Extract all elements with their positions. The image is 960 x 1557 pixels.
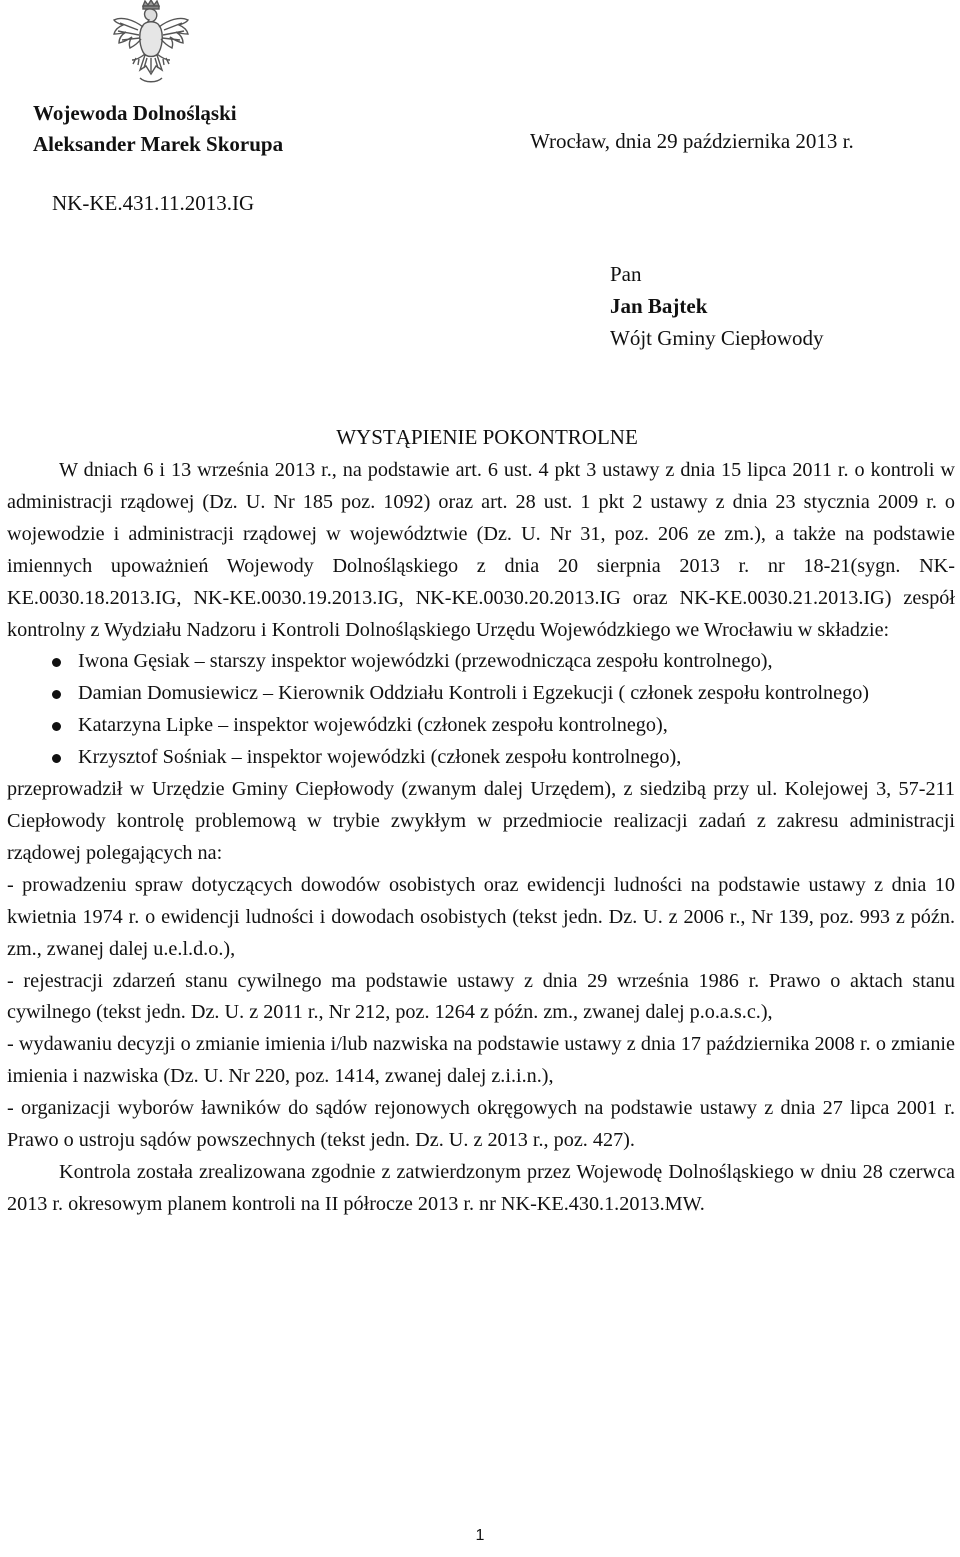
- recipient-position: Wójt Gminy Ciepłowody: [610, 326, 824, 350]
- bullet-icon: [52, 754, 61, 763]
- polish-eagle-emblem-icon: [112, 0, 190, 88]
- list-item: [7, 742, 955, 774]
- recipient-name: Jan Bajtek: [610, 294, 708, 318]
- inspection-scope-paragraph: przeprowadził w Urzędzie Gminy Ciepłowody (zwanym dalej Urzędem), z siedzibą przy ul. Kolejowej 3, 57-211 Ciepłowody kontrolę problemową w trybie zwykłym w przedmiocie realizacji zadań z zakresu administracji rządowej polegających na:: [7, 778, 955, 864]
- bullet-icon: [52, 690, 61, 699]
- intro-paragraph: W dniach 6 i 13 września 2013 r., na podstawie art. 6 ust. 4 pkt 3 ustawy z dnia 15 lipca 2011 r. o kontroli w administracji rządowej (Dz. U. Nr 185 poz. 1092) oraz art. 28 ust. 1 pkt 2 ustawy z dnia 23 stycznia 2009 r. o wojewodzie i administracji rządowej w województwie (Dz. U. Nr 31, poz. 206 ze zm.), a także na podstawie imiennych upoważnień Wojewody Dolnośląskiego z dnia 20 sierpnia 2013 r. nr 18-21(sygn. NK-KE.0030.18.2013.IG, NK-KE.0030.19.2013.IG, NK-KE.0030.20.2013.IG oraz NK-KE.0030.21.2013.IG) zespół kontrolny z Wydziału Nadzoru i Kontroli Dolnośląskiego Urzędu Wojewódzkiego we Wrocławiu w składzie:: [7, 459, 955, 641]
- scope-item: - prowadzeniu spraw dotyczących dowodów osobistych oraz ewidencji ludności na podstawie ustawy z dnia 10 kwietnia 1974 r. o ewidencji ludności i dowodach osobistych (tekst jedn. Dz. U. z 2006 r., Nr 139, poz. 993 z późn. zm., zwanej dalej u.e.l.d.o.),: [7, 873, 955, 960]
- page-number: 1: [475, 1527, 485, 1544]
- list-item: [7, 710, 955, 742]
- closing-paragraph: Kontrola została zrealizowana zgodnie z zatwierdzonym przez Wojewodę Dolnośląskiego w dniu 28 czerwca 2013 r. okresowym planem kontroli na II półrocze 2013 r. nr NK-KE.430.1.2013.MW.: [7, 1160, 955, 1215]
- place-and-date: Wrocław, dnia 29 października 2013 r.: [530, 129, 854, 153]
- member-text: Damian Domusiewicz – Kierownik Oddziału Kontroli i Egzekucji ( członek zespołu kontrolnego): [78, 682, 870, 705]
- scope-item: - wydawaniu decyzji o zmianie imienia i/lub nazwiska na podstawie ustawy z dnia 17 października 2008 r. o zmianie imienia i nazwiska (Dz. U. Nr 220, poz. 1414, zwanej dalej z.i.i.n.),: [7, 1033, 955, 1088]
- document-title: WYSTĄPIENIE POKONTROLNE: [336, 425, 638, 449]
- bullet-icon: [52, 658, 61, 667]
- reference-number: NK-KE.431.11.2013.IG: [52, 191, 255, 215]
- recipient-salutation: Pan: [610, 262, 642, 286]
- sender-title: Wojewoda Dolnośląski: [33, 101, 237, 125]
- list-item: [7, 678, 955, 710]
- list-item: [7, 646, 955, 678]
- sender-name: Aleksander Marek Skorupa: [33, 132, 284, 156]
- member-text: Iwona Gęsiak – starszy inspektor wojewódzki (przewodnicząca zespołu kontrolnego),: [78, 650, 773, 673]
- recipient-block: [610, 258, 824, 354]
- scope-item: - organizacji wyborów ławników do sądów rejonowych okręgowych na podstawie ustawy z dnia 27 lipca 2001 r. Prawo o ustroju sądów powszechnych (tekst jedn. Dz. U. z 2013 r., poz. 427).: [7, 1097, 955, 1152]
- member-text: Krzysztof Sośniak – inspektor wojewódzki (członek zespołu kontrolnego),: [78, 746, 682, 769]
- sender-block: [33, 98, 283, 160]
- bullet-icon: [52, 722, 61, 731]
- member-text: Katarzyna Lipke – inspektor wojewódzki (członek zespołu kontrolnego),: [78, 714, 668, 737]
- team-members-list: [7, 646, 955, 774]
- document-body: [7, 455, 955, 1221]
- scope-item: - rejestracji zdarzeń stanu cywilnego ma podstawie ustawy z dnia 29 września 1986 r. Prawo o aktach stanu cywilnego (tekst jedn. Dz. U. z 2011 r., Nr 212, poz. 1264 z późn. zm., zwanej dalej p.o.a.s.c.),: [7, 969, 955, 1024]
